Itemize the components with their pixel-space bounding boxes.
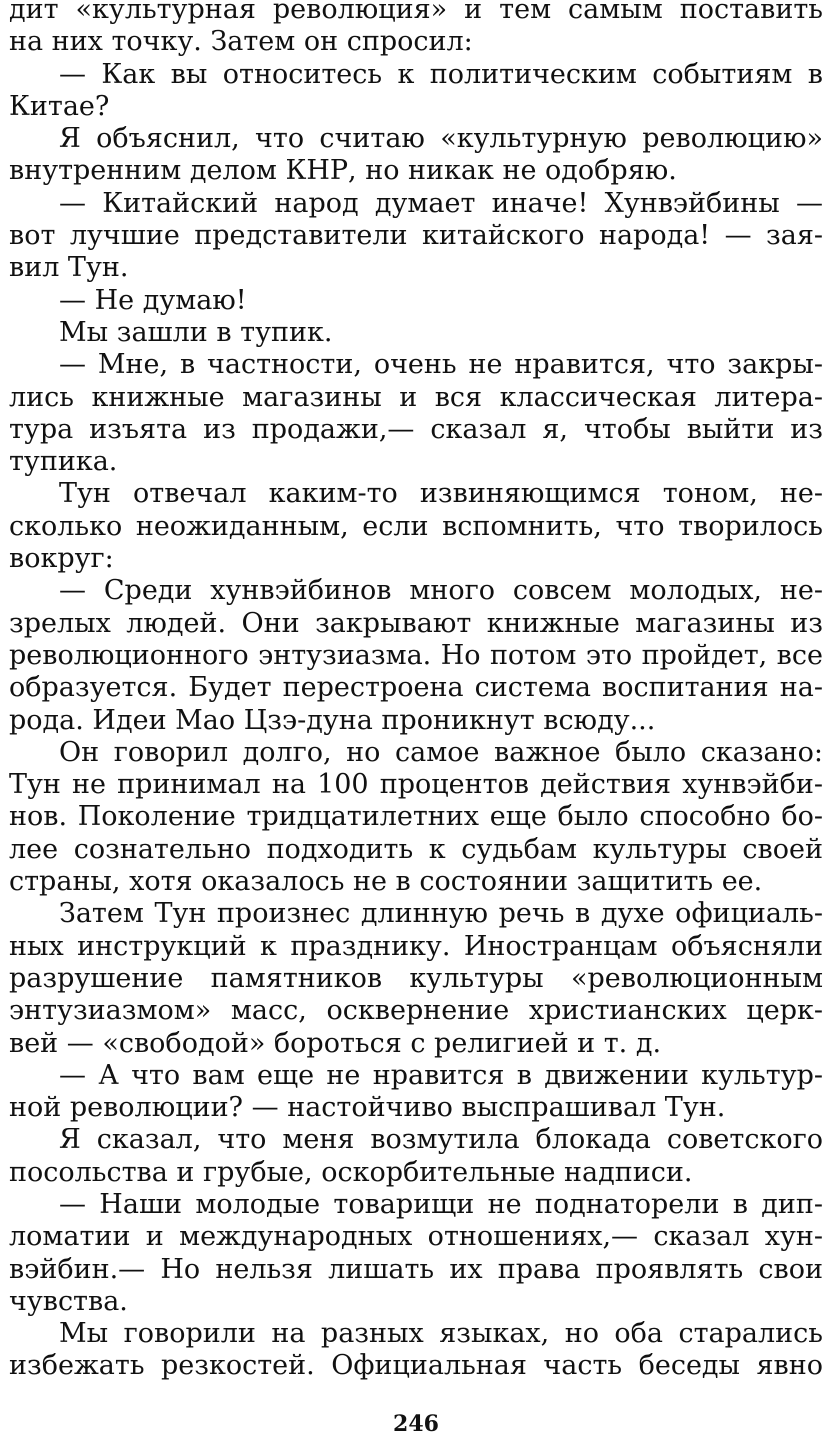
- text-line: рода. Идеи Мао Цзэ-дуна проникнут всюду...: [9, 704, 656, 736]
- text-line: — А что вам еще не нравится в движении культур-: [59, 1059, 823, 1091]
- text-line: разрушение памятников культуры «революционным: [9, 962, 823, 994]
- text-line: — Как вы относитесь к политическим событиям в: [59, 58, 823, 90]
- text-line: тура изъята из продажи,— сказал я, чтобы выйти из: [9, 413, 823, 445]
- text-line: революционного энтузиазма. Но потом это пройдет, все: [9, 639, 823, 671]
- text-line: на них точку. Затем он спросил:: [9, 26, 473, 58]
- text-line: чувства.: [9, 1285, 128, 1317]
- text-line: лись книжные магазины и вся классическая литера-: [9, 381, 823, 413]
- text-line: вокруг:: [9, 543, 114, 575]
- text-line: посольства и грубые, оскорбительные надписи.: [9, 1156, 693, 1188]
- text-line: Тун не принимал на 100 процентов действия хунвэйби-: [9, 769, 823, 801]
- text-line: Он говорил долго, но самое важное было сказано:: [59, 736, 823, 768]
- text-line: избежать резкостей. Официальная часть беседы явно: [9, 1350, 823, 1382]
- text-line: Я сказал, что меня возмутила блокада советского: [59, 1124, 823, 1156]
- text-line: ных инструкций к празднику. Иностранцам объясняли: [9, 930, 823, 962]
- text-line: нов. Поколение тридцатилетних еще было способно бо-: [9, 801, 823, 833]
- text-line: вот лучшие представители китайского народа! — зая-: [9, 220, 823, 252]
- text-line: — Китайский народ думает иначе! Хунвэйбины —: [59, 187, 823, 219]
- text-line: тупика.: [9, 446, 118, 478]
- text-line: Тун отвечал каким-то извиняющимся тоном, не-: [59, 478, 823, 510]
- text-line: Затем Тун произнес длинную речь в духе официаль-: [59, 898, 823, 930]
- text-line: страны, хотя оказалось не в состоянии защитить ее.: [9, 866, 763, 898]
- text-line: внутренним делом КНР, но никак не одобряю.: [9, 155, 677, 187]
- text-line: Китае?: [9, 90, 110, 122]
- text-line: энтузиазмом» масс, осквернение христианских церк-: [9, 995, 823, 1027]
- text-line: вэйбин.— Но нельзя лишать их права проявлять свои: [9, 1253, 823, 1285]
- text-line: лее сознательно подходить к судьбам культуры своей: [9, 833, 823, 865]
- text-line: — Наши молодые товарищи не поднаторели в дип-: [59, 1188, 823, 1220]
- text-line: — Не думаю!: [59, 284, 247, 316]
- page-text: [9, 0, 823, 1383]
- text-line: вей — «свободой» бороться с религией и т. д.: [9, 1027, 662, 1059]
- text-line: сколько неожиданным, если вспомнить, что творилось: [9, 510, 823, 542]
- book-page: [9, 0, 823, 1449]
- text-line: — Мне, в частности, очень не нравится, что закры-: [59, 349, 823, 381]
- page-number: 246: [393, 1411, 439, 1437]
- text-line: Мы зашли в тупик.: [59, 316, 333, 348]
- text-line: Мы говорили на разных языках, но оба старались: [59, 1318, 823, 1350]
- text-line: дит «культурная революция» и тем самым поставить: [9, 0, 823, 25]
- text-line: ной революции? — настойчиво выспрашивал Тун.: [9, 1092, 726, 1124]
- text-line: — Среди хунвэйбинов много совсем молодых, не-: [59, 575, 823, 607]
- text-line: ломатии и международных отношениях,— сказал хун-: [9, 1221, 823, 1253]
- text-line: Я объяснил, что считаю «культурную революцию»: [59, 123, 823, 155]
- text-line: образуется. Будет перестроена система воспитания на-: [9, 672, 823, 704]
- text-line: вил Тун.: [9, 252, 129, 284]
- text-line: зрелых людей. Они закрывают книжные магазины из: [9, 607, 823, 639]
